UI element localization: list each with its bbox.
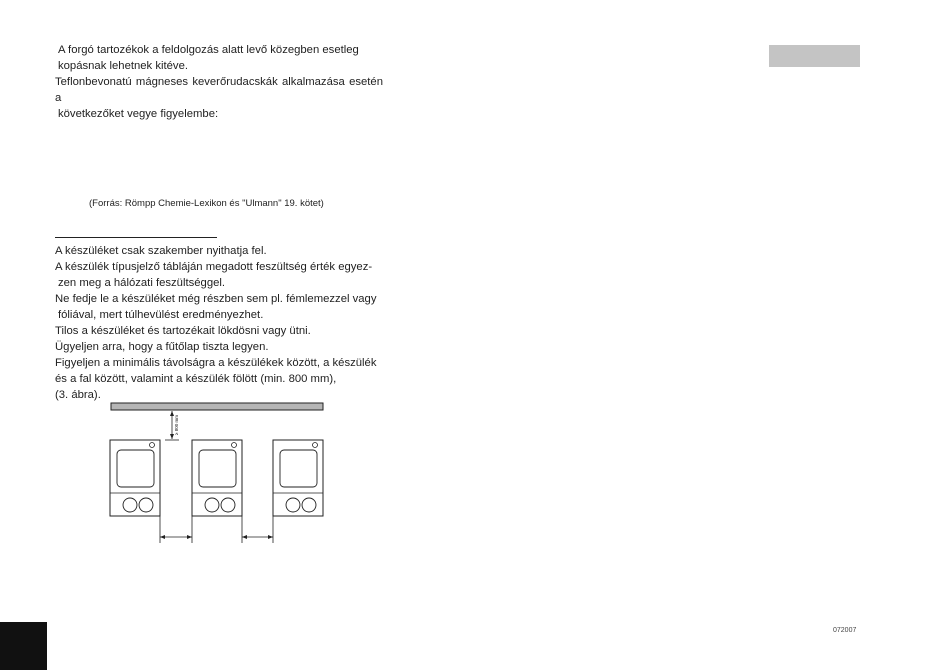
- horizontal-distance-arrow-1: [160, 516, 192, 543]
- safety-line-6: Tilos a készüléket és tartozékait lökdösni vagy ütni.: [55, 325, 311, 337]
- intro-line-3: Teflonbevonatú mágneses keverőrudacskák alkalmazása esetén a: [55, 76, 383, 104]
- safety-line-7: Ügyeljen arra, hogy a fűtőlap tiszta legyen.: [55, 341, 269, 353]
- section-tab-marker: [769, 45, 860, 67]
- safety-line-9: és a fal között, valamint a készülék fölött (min. 800 mm),: [55, 373, 337, 385]
- device-3: [273, 440, 323, 516]
- safety-line-1: A készüléket csak szakember nyithatja fel.: [55, 245, 267, 257]
- safety-line-8: Figyeljen a minimális távolságra a készülékek között, a készülék: [55, 357, 377, 369]
- safety-line-2: A készülék típusjelző tábláján megadott feszültség érték egyez-: [55, 261, 373, 273]
- document-code: 072007: [833, 627, 857, 634]
- intro-line-2: kopásnak lehetnek kitéve.: [58, 60, 188, 72]
- safety-line-5: fóliával, mert túlhevülést eredményezhet.: [58, 309, 264, 321]
- intro-line-1: A forgó tartozékok a feldolgozás alatt levő közegben esetleg: [58, 44, 359, 56]
- vertical-distance-label: ≥ 800 mm: [174, 415, 179, 435]
- section-divider: [55, 237, 217, 238]
- device-2: [192, 440, 242, 516]
- device-1: [110, 440, 160, 516]
- page-corner-marker: [0, 622, 47, 670]
- intro-paragraph: [55, 42, 383, 122]
- source-note: (Forrás: Römpp Chemie-Lexikon és "Ulmann" 19. kötet): [89, 198, 324, 209]
- horizontal-distance-arrow-2: [242, 516, 273, 543]
- overhead-shelf: [111, 403, 323, 410]
- safety-line-3: zen meg a hálózati feszültséggel.: [58, 277, 226, 289]
- safety-line-10: (3. ábra).: [55, 389, 101, 401]
- safety-line-4: Ne fedje le a készüléket még részben sem pl. fémlemezzel vagy: [55, 293, 377, 305]
- spacing-diagram: [100, 398, 332, 548]
- intro-line-4: következőket vegye figyelembe:: [58, 108, 219, 120]
- safety-instructions: [55, 243, 383, 403]
